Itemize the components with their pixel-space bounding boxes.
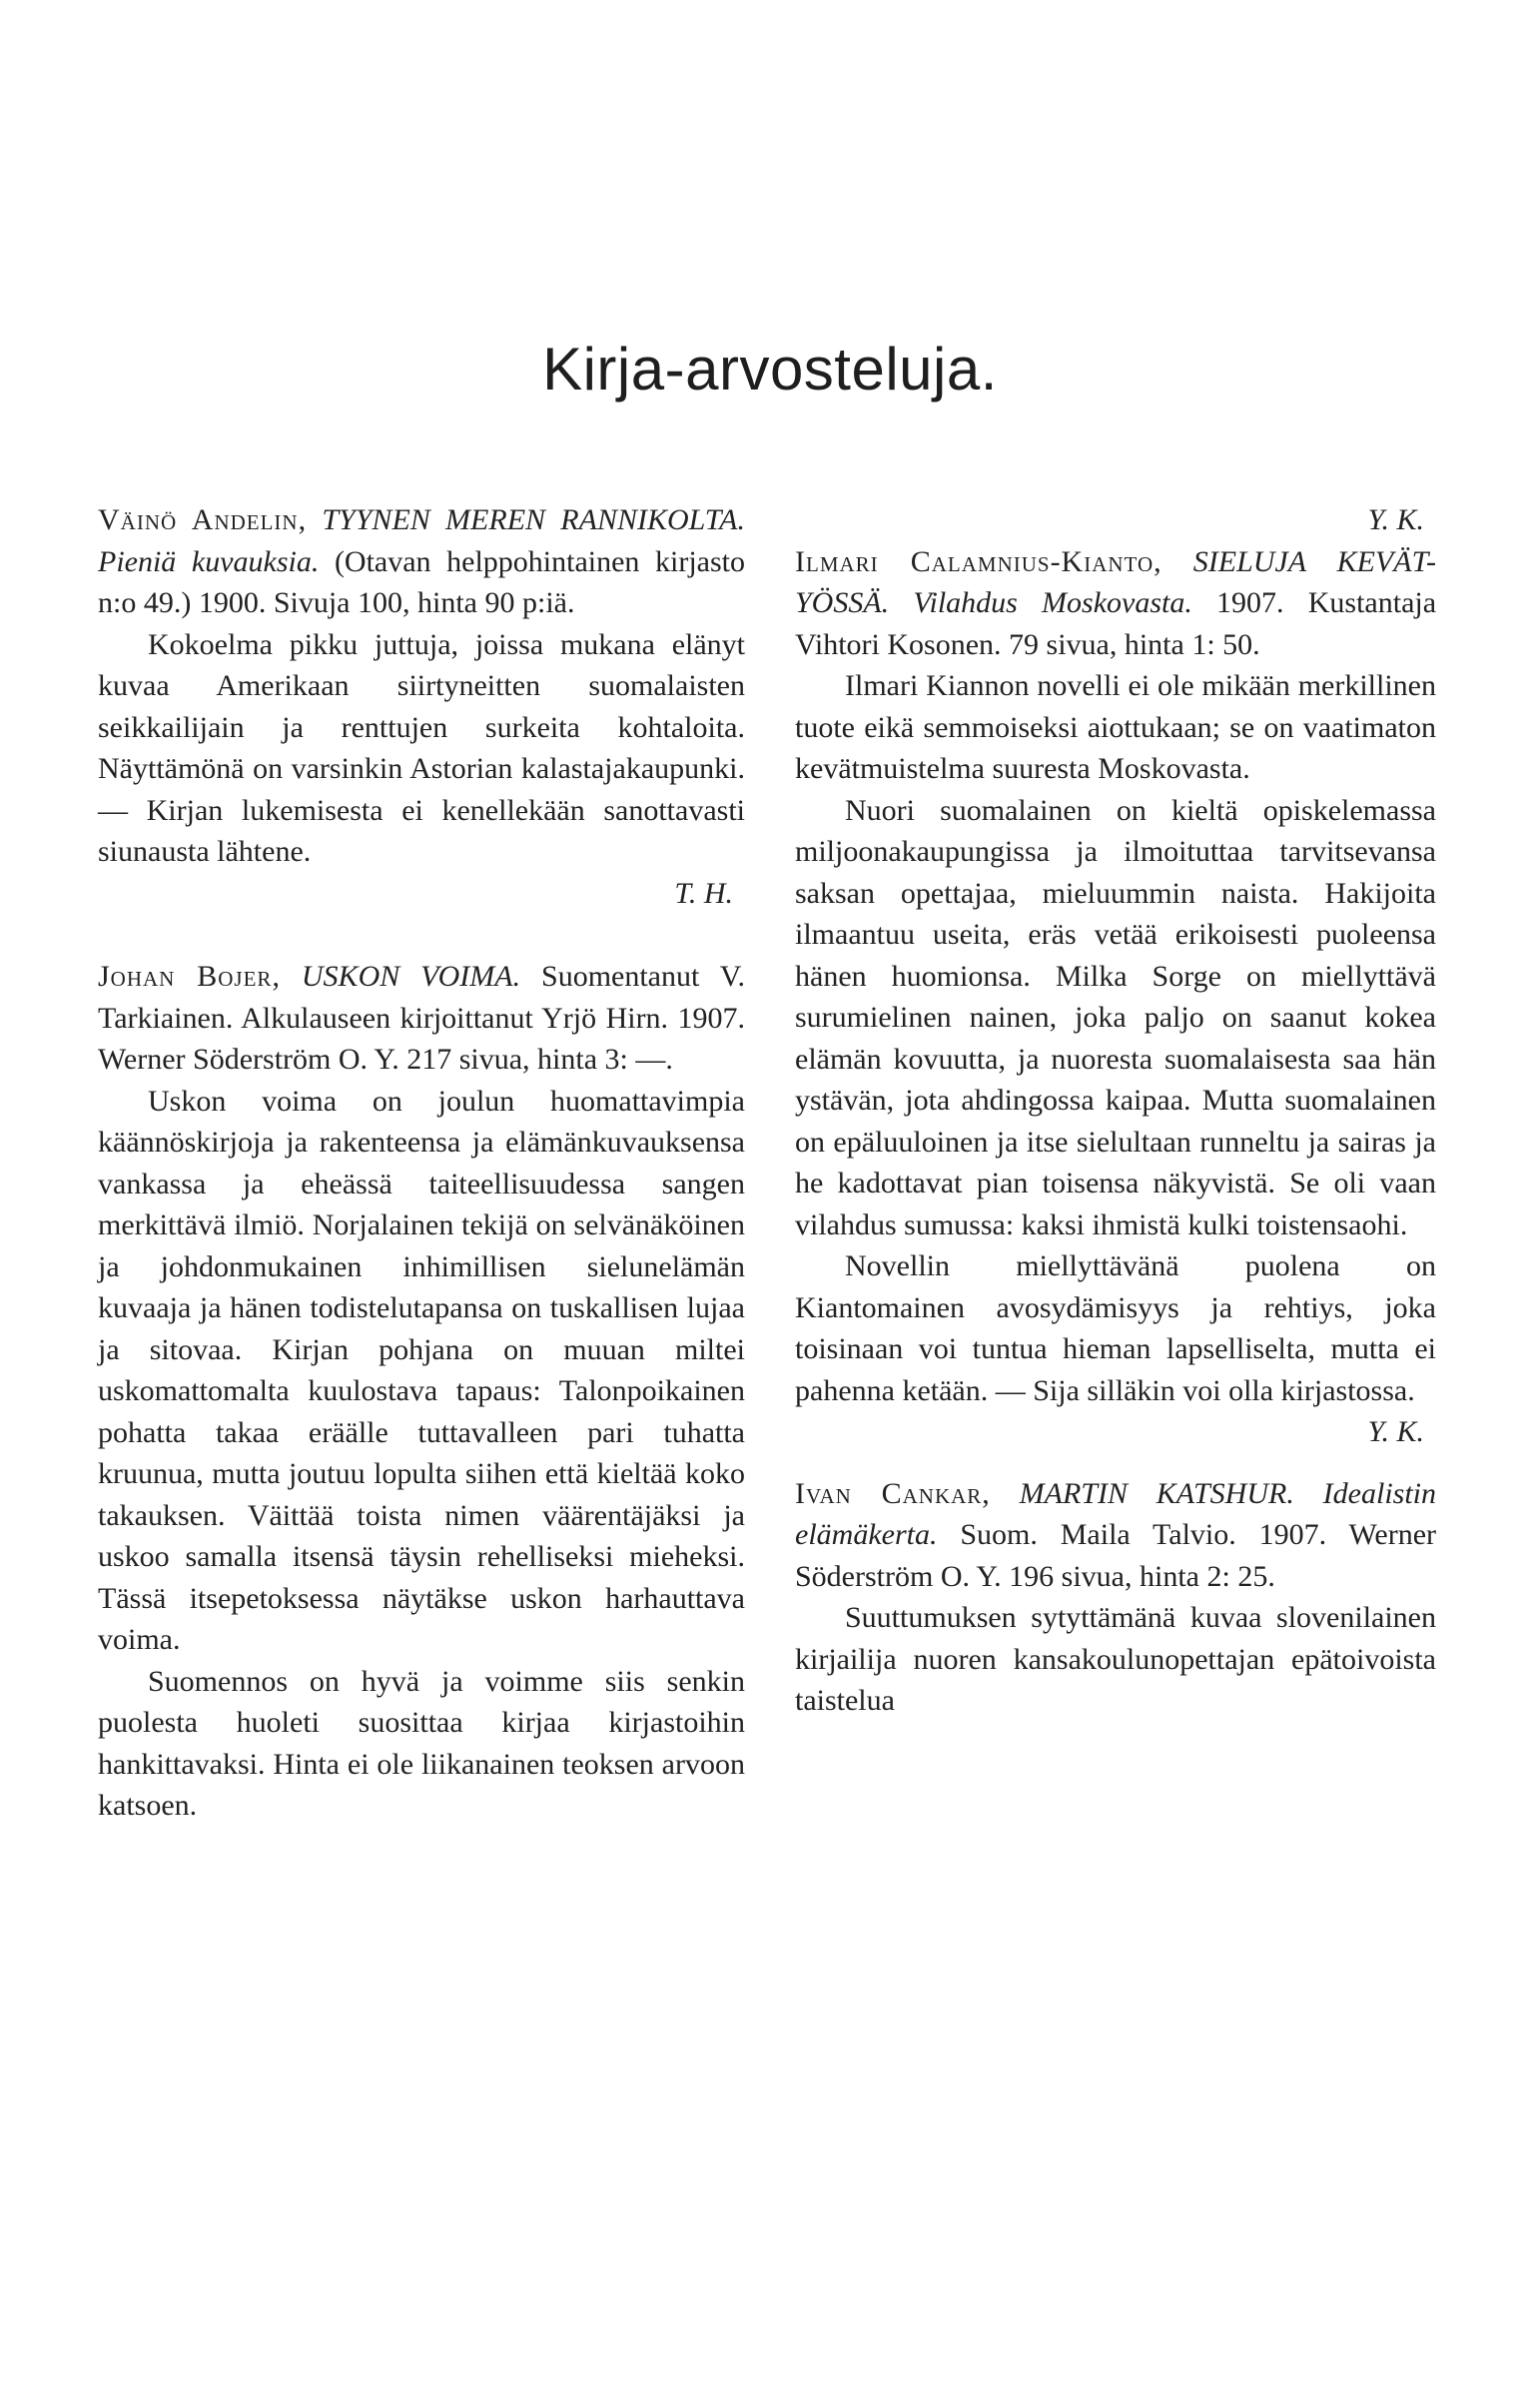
review-signature: Y. K. <box>1367 1415 1424 1448</box>
review-kianto <box>795 541 1436 1453</box>
review-book-title: USKON VOIMA. <box>301 960 521 993</box>
review-paragraph: Ilmari Kiannon novelli ei ole mikään merkillinen tuote eikä semmoiseksi aiottukaan; se on vaatimaton kevätmuistelma suuresta Moskovasta. <box>795 669 1436 785</box>
review-subtitle: Vilahdus Moskovasta. <box>913 586 1192 619</box>
review-details: (Otavan helppohintainen kirjasto n:o 49.) 1900. Sivuja 100, hinta 90 p:iä. <box>98 544 745 619</box>
review-author: Johan Bojer, <box>98 960 281 993</box>
review-paragraph: Novellin miellyttävänä puolena on Kiantomainen avosydämisyys ja rehtiys, joka toisinaan voi tuntua hieman lapselliselta, mutta ei pahenna ketään. — Sija silläkin voi olla kirjastossa. <box>795 1249 1436 1407</box>
review-details: 1907. Kustantaja Vihtori Kosonen. 79 sivua, hinta 1: 50. <box>795 586 1437 661</box>
review-header <box>795 541 1436 666</box>
review-paragraph: Suomennos on hyvä ja voimme siis senkin puolesta huoleti suosittaa kirjaa kirjastoihin hankittavaksi. Hinta ei ole liikanainen teoksen arvoon katsoen. <box>98 1664 745 1822</box>
right-column <box>795 499 1436 1722</box>
review-subtitle: Idealistin elämäkerta. <box>795 1476 1436 1551</box>
review-book-title: TYYNEN MEREN RANNIKOLTA. <box>322 503 746 536</box>
review-header <box>98 956 745 1081</box>
review-header <box>98 499 745 624</box>
review-signature: T. H. <box>674 876 733 910</box>
review-signature: Y. K. <box>1367 503 1424 536</box>
review-cankar <box>795 1473 1436 1722</box>
review-author: Ivan Cankar, <box>795 1476 991 1510</box>
review-paragraph: Kokoelma pikku juttuja, joissa mukana elänyt kuvaa Amerikaan siirtyneitten suomalaisten seikkailijain ja renttujen surkeita kohtaloita. Näyttämönä on varsinkin Astorian kalastajakaupunki. — Kirjan lukemisesta ei kenellekään sanottavasti siunausta lähtene. <box>98 627 745 868</box>
review-author: Ilmari Calamnius-Kianto, <box>795 544 1162 578</box>
spacer <box>98 914 745 956</box>
left-column <box>98 499 745 1827</box>
review-andelin <box>98 499 745 914</box>
review-bojer <box>98 956 745 1827</box>
review-header <box>795 1473 1436 1598</box>
review-paragraph: Suuttumuksen sytyttämänä kuvaa slovenilainen kirjailija nuoren kansakoulunopettajan epätoivoista taistelua <box>795 1601 1436 1717</box>
review-subtitle: Pieniä kuvauksia. <box>98 544 320 578</box>
review-book-title: MARTIN KATSHUR. <box>1019 1476 1294 1510</box>
review-paragraph: Nuori suomalainen on kieltä opiskelemassa miljoonakaupungissa ja ilmoituttaa tarvitsevansa saksan opettajaa, mieluummin naista. Hakijoita ilmaantuu useita, eräs vetää erikoisesti puoleensa hänen huomionsa. Milka Sorge on miellyttävä surumielinen nainen, joka paljo on saanut kokea elämän kovuutta, ja nuoresta suomalaisesta saa hän ystävän, jota ahdingossa kaipaa. Mutta suomalainen on epäluuloinen ja itse sielultaan runneltu ja sairas ja he kadottavat pian toisensa näkyvistä. Se oli vaan vilahdus sumussa: kaksi ihmistä kulki toistensaohi. <box>795 793 1436 1241</box>
review-details: Suom. Maila Talvio. 1907. Werner Söderström O. Y. 196 sivua, hinta 2: 25. <box>795 1518 1436 1593</box>
review-book-title: SIELUJA KEVÄT-YÖSSÄ. <box>795 544 1437 619</box>
review-author: Väinö Andelin, <box>98 503 308 536</box>
review-paragraph: Uskon voima on joulun huomattavimpia käännöskirjoja ja rakenteensa ja elämänkuvauksensa vankassa ja eheässä taiteellisuudessa sangen merkittävä ilmiö. Norjalainen tekijä on selvänäköinen ja johdonmukainen inhimillisen sielunelämän kuvaaja ja hänen todistelutapansa on tuskallisen lujaa ja sitovaa. Kirjan pohjana on muuan miltei uskomattomalta kuulostava tapaus: Talonpoikainen pohatta takaa eräälle tuttavalleen pari tuhatta kruunua, mutta joutuu lopulta siihen että kieltää koko takauksen. Väittää toista nimen väärentäjäksi ja uskoo samalla itsensä täysin rehelliseksi mieheksi. Tässä itsepetoksessa näytäkse uskon harhauttava voima. <box>98 1084 745 1656</box>
page-title: Kirja-arvosteluja. <box>542 336 998 402</box>
review-details: Suomentanut V. Tarkiainen. Alkulauseen kirjoittanut Yrjö Hirn. 1907. Werner Söderström O. Y. 217 sivua, hinta 3: —. <box>98 960 746 1076</box>
